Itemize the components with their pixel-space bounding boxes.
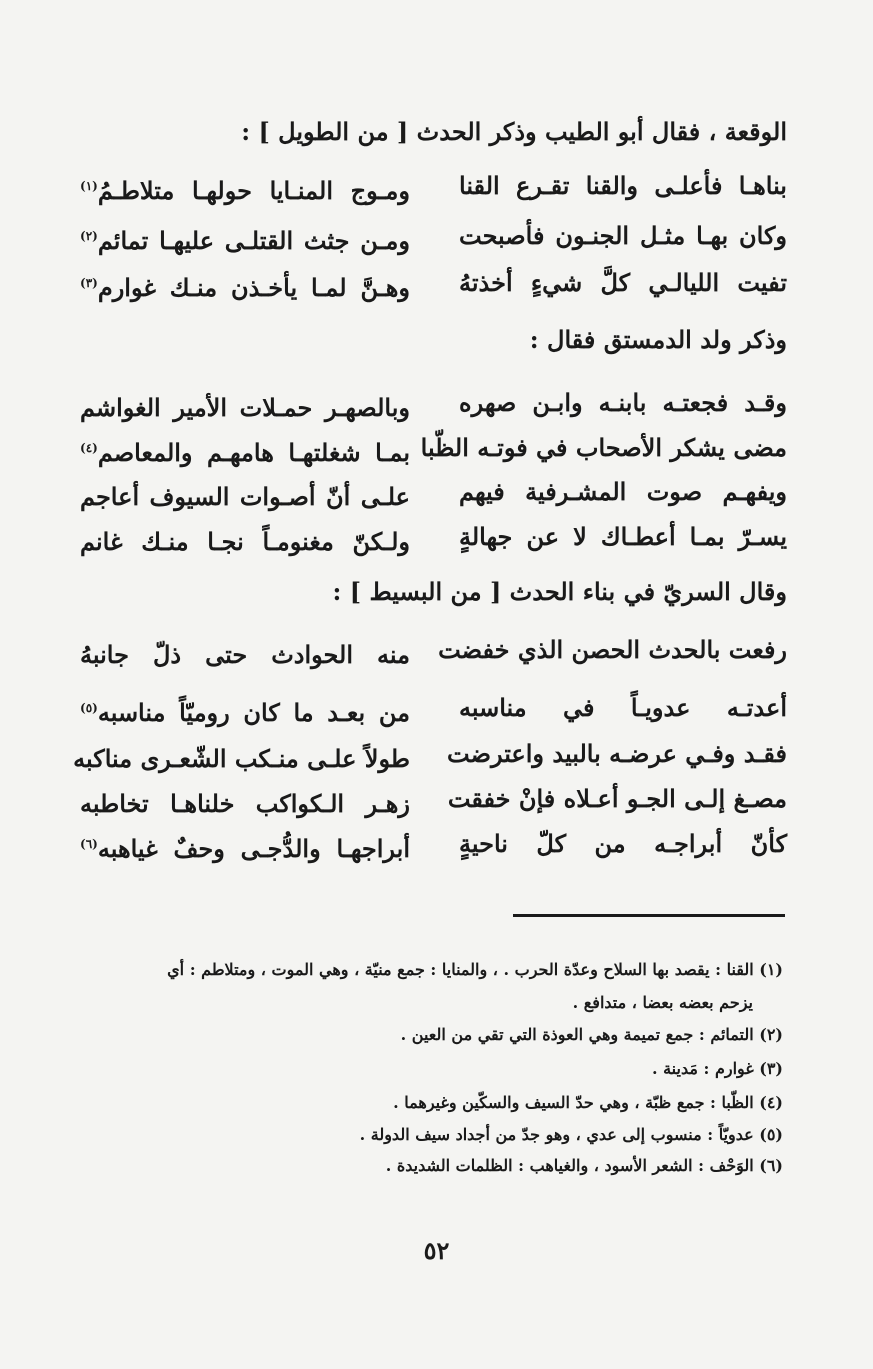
second-hemistich: وهـنَّ لمـا يأخـذن منـك غوارم$^{(٣)}$ — [80, 273, 410, 302]
footnote-marker: (١) — [80, 179, 98, 193]
verse-line — [80, 632, 787, 668]
footnote-1-continuation: يزحم بعضه بعضا ، متدافع . — [572, 993, 753, 1012]
first-hemistich: بناهـا فأعلـى والقنا تقـرع القنا — [459, 171, 787, 200]
verse-line — [80, 385, 787, 421]
first-hemistich: أعدتـه عدويـاً في مناسبه — [459, 693, 787, 722]
second-hemistich: زهـر الـكواكب خلناهـا تخاطبه — [80, 789, 410, 818]
verse-line — [80, 265, 787, 301]
verse-line — [80, 519, 787, 555]
footnote-marker: (٤) — [80, 441, 98, 455]
footnote-marker: (٢) — [80, 229, 98, 243]
second-hemistich: طولاً علـى منـكب الشّعـرى مناكبه — [73, 744, 410, 773]
verse-line — [80, 826, 787, 862]
first-hemistich: تفيت الليالـي كلَّ شيءٍ أخذتهُ — [459, 268, 787, 297]
second-hemistich: ولـكنّ مغنومـاً نجـا منـك غانم — [80, 527, 410, 556]
intro-line: وقال السريّ في بناء الحدث [ من البسيط ] : — [332, 577, 787, 606]
footnote-separator — [513, 914, 785, 917]
footnote-2: (٢) التمائم : جمع تميمة وهي العوذة التي تقي من العين . — [400, 1025, 783, 1044]
first-hemistich: فقـد وفـي عرضـه بالبيد واعترضت — [447, 739, 787, 768]
verse-line — [80, 218, 787, 254]
second-hemistich: ومـوج المنـايا حولهـا متلاطـمُ$^{(١)}$ — [80, 176, 410, 205]
footnote-6: (٦) الوَحْف : الشعر الأسود ، والغياهب : الظلمات الشديدة . — [385, 1156, 783, 1175]
first-hemistich: وكان بهـا مثـل الجنـون فأصبحت — [459, 221, 787, 250]
first-hemistich: يسـرّ بمـا أعطـاك لا عن جهالةٍ — [459, 522, 787, 551]
footnote-3: (٣) غوارم : مَدينة . — [651, 1059, 783, 1078]
first-hemistich: مصـغ إلـى الجـو أعـلاه فإنْ خفقت — [447, 784, 787, 813]
verse-line — [80, 781, 787, 817]
first-hemistich: مضى يشكر الأصحاب في فوتـه الظّبا — [420, 433, 787, 462]
verse-line — [80, 474, 787, 510]
second-hemistich: أبراجهـا والدُّجـى وحفٌ غياهبه$^{(٦)}$ — [80, 834, 410, 863]
second-hemistich: وبالصهـر حمـلات الأمير الغواشم — [80, 393, 410, 422]
second-hemistich: من بعـد ما كان روميّاً مناسبه$^{(٥)}$ — [80, 698, 410, 727]
second-hemistich: علـى أنّ أصـوات السيوف أعاجم — [80, 482, 410, 511]
footnote-marker: (٦) — [80, 837, 98, 851]
second-hemistich: ومـن جثث القتلـى عليهـا تمائم$^{(٢)}$ — [80, 226, 410, 255]
page-number: ٥٢ — [423, 1236, 450, 1265]
intro-line: الوقعة ، فقال أبو الطيب وذكر الحدث [ من الطويل ] : — [241, 117, 787, 146]
verse-line — [80, 168, 787, 204]
first-hemistich: ويفهـم صوت المشـرفية فيهم — [459, 477, 787, 506]
footnote-4: (٤) الظّبا : جمع ظبّة ، وهي حدّ السيف والسكّين وغيرهما . — [393, 1093, 783, 1112]
footnote-marker: (٣) — [80, 276, 98, 290]
first-hemistich: وقـد فجعتـه بابنـه وابـن صهره — [459, 388, 787, 417]
footnote-5: (٥) عدويّاً : منسوب إلى عدي ، وهو جدّ من أجداد سيف الدولة . — [359, 1125, 783, 1144]
second-hemistich: بمـا شغلتهـا هامهـم والمعاصم$^{(٤)}$ — [80, 438, 410, 467]
first-hemistich: كأنّ أبراجـه من كلّ ناحيةٍ — [459, 829, 787, 858]
second-hemistich: منه الحوادث حتى ذلّ جانبهُ — [80, 640, 410, 669]
intro-line: وذكر ولد الدمستق فقال : — [529, 325, 787, 354]
verse-line — [80, 690, 787, 726]
verse-line — [80, 430, 787, 466]
verse-line — [73, 736, 787, 773]
first-hemistich: رفعت بالحدث الحصن الذي خفضت — [438, 635, 787, 664]
footnote-1: (١) القنا : يقصد بها السلاح وعدّة الحرب . ، والمنايا : جمع منيّة ، وهي الموت ، ومتلاطم : أي — [167, 960, 783, 979]
footnote-marker: (٥) — [80, 701, 98, 715]
